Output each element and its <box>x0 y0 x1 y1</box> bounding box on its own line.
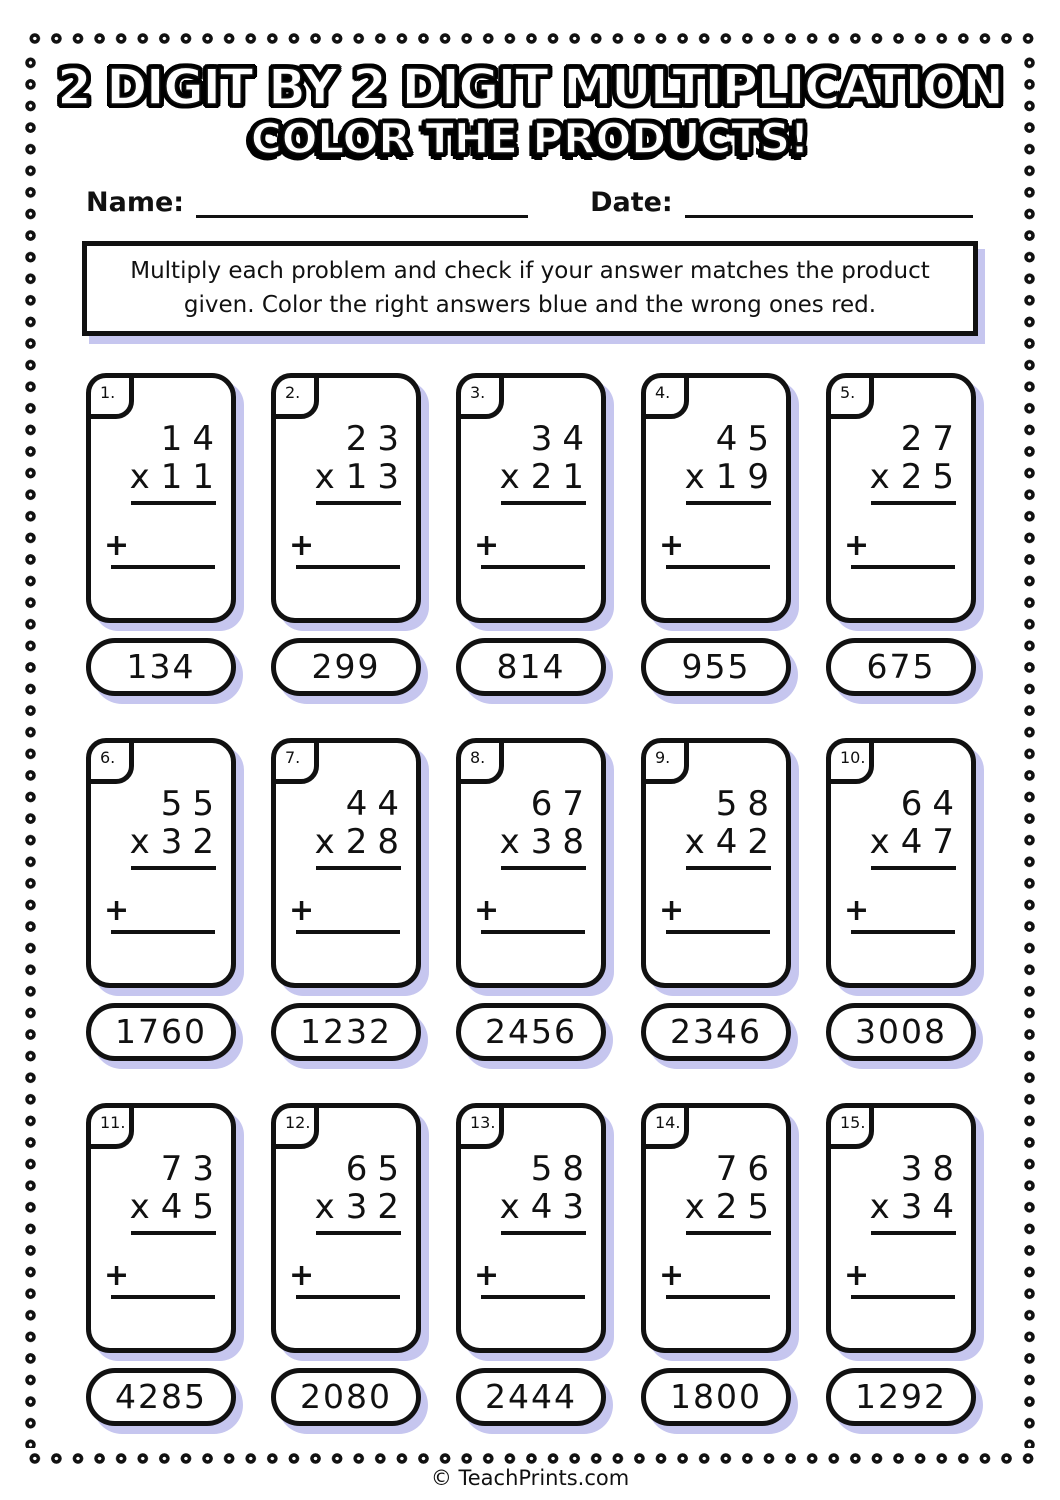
multiply-sign: x <box>129 821 150 862</box>
multiplication-bar <box>686 501 771 505</box>
problem-numbers <box>469 783 594 862</box>
multiplier: 25 <box>715 1186 779 1227</box>
plus-sign: + <box>844 1257 870 1293</box>
product-value: 955 <box>681 647 751 687</box>
multiplication-bar <box>686 866 771 870</box>
problem-cell <box>456 373 606 696</box>
answer-write-line[interactable] <box>481 1295 585 1299</box>
product-value: 2080 <box>300 1377 392 1417</box>
multiplier-row <box>654 1186 779 1227</box>
card-number-badge: 5. <box>826 373 874 419</box>
answer-write-line[interactable] <box>296 1295 400 1299</box>
multiplier-row <box>284 456 409 497</box>
card-number-badge: 7. <box>271 738 319 784</box>
product-pill[interactable] <box>641 638 791 696</box>
answer-write-line[interactable] <box>481 565 585 569</box>
problem-cell <box>271 738 421 1061</box>
product-pill[interactable] <box>271 1368 421 1426</box>
card-number-badge: 15. <box>826 1103 874 1149</box>
product-pill[interactable] <box>456 1003 606 1061</box>
multiplier: 28 <box>345 821 409 862</box>
multiplier-row <box>284 1186 409 1227</box>
answer-write-line[interactable] <box>851 1295 955 1299</box>
page-border-dots-left <box>24 52 37 1448</box>
plus-sign: + <box>659 527 685 563</box>
problem-numbers <box>654 783 779 862</box>
product-value: 4285 <box>115 1377 207 1417</box>
problem-numbers <box>839 418 964 497</box>
problem-numbers <box>284 1148 409 1227</box>
multiplicand: 65 <box>345 1148 409 1189</box>
problem-numbers <box>284 783 409 862</box>
date-input-line[interactable] <box>685 187 973 218</box>
product-value: 1800 <box>670 1377 762 1417</box>
multiplicand: 55 <box>160 783 224 824</box>
product-value: 1292 <box>855 1377 947 1417</box>
answer-write-line[interactable] <box>666 565 770 569</box>
problem-cell <box>826 738 976 1061</box>
answer-write-line[interactable] <box>111 930 215 934</box>
problem-cell <box>271 373 421 696</box>
multiplier-row <box>469 821 594 862</box>
problem-numbers <box>284 418 409 497</box>
product-pill[interactable] <box>86 1003 236 1061</box>
plus-sign: + <box>474 527 500 563</box>
problem-cell <box>86 1103 236 1426</box>
problem-cell <box>826 373 976 696</box>
multiply-sign: x <box>314 456 335 497</box>
product-pill[interactable] <box>826 638 976 696</box>
problem-card <box>456 738 606 988</box>
multiplicand: 64 <box>900 783 964 824</box>
instruction-line-2: given. Color the right answers blue and the wrong ones red. <box>183 291 877 318</box>
multiply-sign: x <box>684 456 705 497</box>
multiplier-row <box>469 1186 594 1227</box>
card-number-badge: 12. <box>271 1103 319 1149</box>
multiplier-row <box>839 1186 964 1227</box>
product-value: 2346 <box>670 1012 762 1052</box>
multiplier: 38 <box>530 821 594 862</box>
footer-credit: © TeachPrints.com <box>430 1466 630 1490</box>
problem-cell <box>641 1103 791 1426</box>
product-pill[interactable] <box>271 1003 421 1061</box>
answer-write-line[interactable] <box>296 930 400 934</box>
problem-card <box>826 738 976 988</box>
multiplication-bar <box>871 866 956 870</box>
multiplication-bar <box>316 501 401 505</box>
answer-write-line[interactable] <box>851 930 955 934</box>
multiplier-row <box>99 821 224 862</box>
multiply-sign: x <box>869 821 890 862</box>
card-number-badge: 11. <box>86 1103 134 1149</box>
problem-numbers <box>654 1148 779 1227</box>
problem-cell <box>271 1103 421 1426</box>
multiplication-bar <box>501 501 586 505</box>
plus-sign: + <box>104 527 130 563</box>
multiplicand: 58 <box>530 1148 594 1189</box>
plus-sign: + <box>474 1257 500 1293</box>
multiply-sign: x <box>869 456 890 497</box>
multiplicand: 27 <box>900 418 964 459</box>
multiply-sign: x <box>314 821 335 862</box>
multiplicand: 14 <box>160 418 224 459</box>
problem-numbers <box>839 783 964 862</box>
name-label: Name: <box>86 187 185 219</box>
multiplier-row <box>469 456 594 497</box>
multiplicand: 23 <box>345 418 409 459</box>
product-value: 2456 <box>485 1012 577 1052</box>
answer-write-line[interactable] <box>851 565 955 569</box>
multiplication-bar <box>871 1231 956 1235</box>
multiplier: 21 <box>530 456 594 497</box>
multiplier-row <box>839 821 964 862</box>
problem-cell <box>641 738 791 1061</box>
answer-write-line[interactable] <box>111 1295 215 1299</box>
multiplier-row <box>839 456 964 497</box>
multiplier: 32 <box>345 1186 409 1227</box>
product-value: 3008 <box>855 1012 947 1052</box>
problem-numbers <box>654 418 779 497</box>
product-pill[interactable] <box>826 1368 976 1426</box>
multiplication-bar <box>871 501 956 505</box>
multiplier: 11 <box>160 456 224 497</box>
answer-write-line[interactable] <box>666 1295 770 1299</box>
multiply-sign: x <box>129 1186 150 1227</box>
multiplication-bar <box>686 1231 771 1235</box>
plus-sign: + <box>474 892 500 928</box>
product-value: 2444 <box>485 1377 577 1417</box>
multiply-sign: x <box>684 821 705 862</box>
problem-card <box>456 373 606 623</box>
multiplicand: 45 <box>715 418 779 459</box>
card-number-badge: 8. <box>456 738 504 784</box>
multiplier: 43 <box>530 1186 594 1227</box>
problem-card <box>86 1103 236 1353</box>
multiplication-bar <box>501 1231 586 1235</box>
product-value: 675 <box>866 647 936 687</box>
multiply-sign: x <box>684 1186 705 1227</box>
plus-sign: + <box>289 892 315 928</box>
problem-cell <box>826 1103 976 1426</box>
problem-card <box>641 1103 791 1353</box>
card-number-badge: 1. <box>86 373 134 419</box>
card-number-badge: 13. <box>456 1103 504 1149</box>
problem-cell <box>86 373 236 696</box>
answer-write-line[interactable] <box>481 930 585 934</box>
answer-write-line[interactable] <box>296 565 400 569</box>
problem-numbers <box>99 418 224 497</box>
card-number-badge: 14. <box>641 1103 689 1149</box>
multiplicand: 34 <box>530 418 594 459</box>
problem-numbers <box>469 418 594 497</box>
card-number-badge: 10. <box>826 738 874 784</box>
problem-card <box>86 373 236 623</box>
multiply-sign: x <box>499 1186 520 1227</box>
problem-numbers <box>99 1148 224 1227</box>
multiply-sign: x <box>499 456 520 497</box>
page-border-dots-bottom <box>24 1452 1036 1465</box>
multiplier: 32 <box>160 821 224 862</box>
product-value: 1232 <box>300 1012 392 1052</box>
multiplier: 19 <box>715 456 779 497</box>
product-pill[interactable] <box>271 638 421 696</box>
problem-card <box>641 738 791 988</box>
page-subtitle: COLOR THE PRODUCTS! <box>250 113 810 163</box>
problem-card <box>641 373 791 623</box>
problem-numbers <box>839 1148 964 1227</box>
product-value: 299 <box>311 647 381 687</box>
multiplier: 25 <box>900 456 964 497</box>
product-pill[interactable] <box>826 1003 976 1061</box>
date-label: Date: <box>590 187 673 219</box>
plus-sign: + <box>289 527 315 563</box>
multiplier: 47 <box>900 821 964 862</box>
multiply-sign: x <box>314 1186 335 1227</box>
multiplication-bar <box>316 866 401 870</box>
multiplication-bar <box>131 1231 216 1235</box>
problem-card <box>271 738 421 988</box>
problem-cell <box>86 738 236 1061</box>
name-date-row <box>86 187 1060 218</box>
name-input-line[interactable] <box>196 187 528 218</box>
multiplication-bar <box>501 866 586 870</box>
multiplier: 34 <box>900 1186 964 1227</box>
card-number-badge: 9. <box>641 738 689 784</box>
product-pill[interactable] <box>641 1003 791 1061</box>
problem-card <box>826 373 976 623</box>
problem-cell <box>641 373 791 696</box>
problem-cell <box>456 738 606 1061</box>
product-value: 134 <box>126 647 196 687</box>
instructions-box <box>82 241 978 336</box>
multiplier-row <box>99 1186 224 1227</box>
plus-sign: + <box>104 1257 130 1293</box>
plus-sign: + <box>289 1257 315 1293</box>
multiplier-row <box>654 821 779 862</box>
problem-card <box>271 1103 421 1353</box>
multiplier-row <box>99 456 224 497</box>
plus-sign: + <box>844 527 870 563</box>
problem-numbers <box>99 783 224 862</box>
problem-card <box>456 1103 606 1353</box>
plus-sign: + <box>659 1257 685 1293</box>
product-value: 814 <box>496 647 566 687</box>
plus-sign: + <box>659 892 685 928</box>
multiplication-bar <box>316 1231 401 1235</box>
product-pill[interactable] <box>456 1368 606 1426</box>
problem-card <box>86 738 236 988</box>
card-number-badge: 6. <box>86 738 134 784</box>
multiplier-row <box>654 456 779 497</box>
instruction-line-1: Multiply each problem and check if your answer matches the product <box>130 257 930 284</box>
multiply-sign: x <box>129 456 150 497</box>
problem-numbers <box>469 1148 594 1227</box>
answer-write-line[interactable] <box>111 565 215 569</box>
card-number-badge: 3. <box>456 373 504 419</box>
multiplicand: 58 <box>715 783 779 824</box>
answer-write-line[interactable] <box>666 930 770 934</box>
product-pill[interactable] <box>641 1368 791 1426</box>
product-pill[interactable] <box>86 638 236 696</box>
multiply-sign: x <box>869 1186 890 1227</box>
plus-sign: + <box>844 892 870 928</box>
multiplier: 45 <box>160 1186 224 1227</box>
problem-cell <box>456 1103 606 1426</box>
card-number-badge: 2. <box>271 373 319 419</box>
problem-card <box>271 373 421 623</box>
multiplier: 13 <box>345 456 409 497</box>
product-pill[interactable] <box>456 638 606 696</box>
multiplicand: 73 <box>160 1148 224 1189</box>
problems-grid <box>86 373 1060 1426</box>
problem-card <box>826 1103 976 1353</box>
multiplication-bar <box>131 501 216 505</box>
plus-sign: + <box>104 892 130 928</box>
multiplication-bar <box>131 866 216 870</box>
multiplicand: 76 <box>715 1148 779 1189</box>
product-pill[interactable] <box>86 1368 236 1426</box>
multiplier: 42 <box>715 821 779 862</box>
product-value: 1760 <box>115 1012 207 1052</box>
multiplicand: 38 <box>900 1148 964 1189</box>
multiplicand: 67 <box>530 783 594 824</box>
card-number-badge: 4. <box>641 373 689 419</box>
page-title: 2 DIGIT BY 2 DIGIT MULTIPLICATION <box>57 59 1003 116</box>
multiplicand: 44 <box>345 783 409 824</box>
multiplier-row <box>284 821 409 862</box>
multiply-sign: x <box>499 821 520 862</box>
